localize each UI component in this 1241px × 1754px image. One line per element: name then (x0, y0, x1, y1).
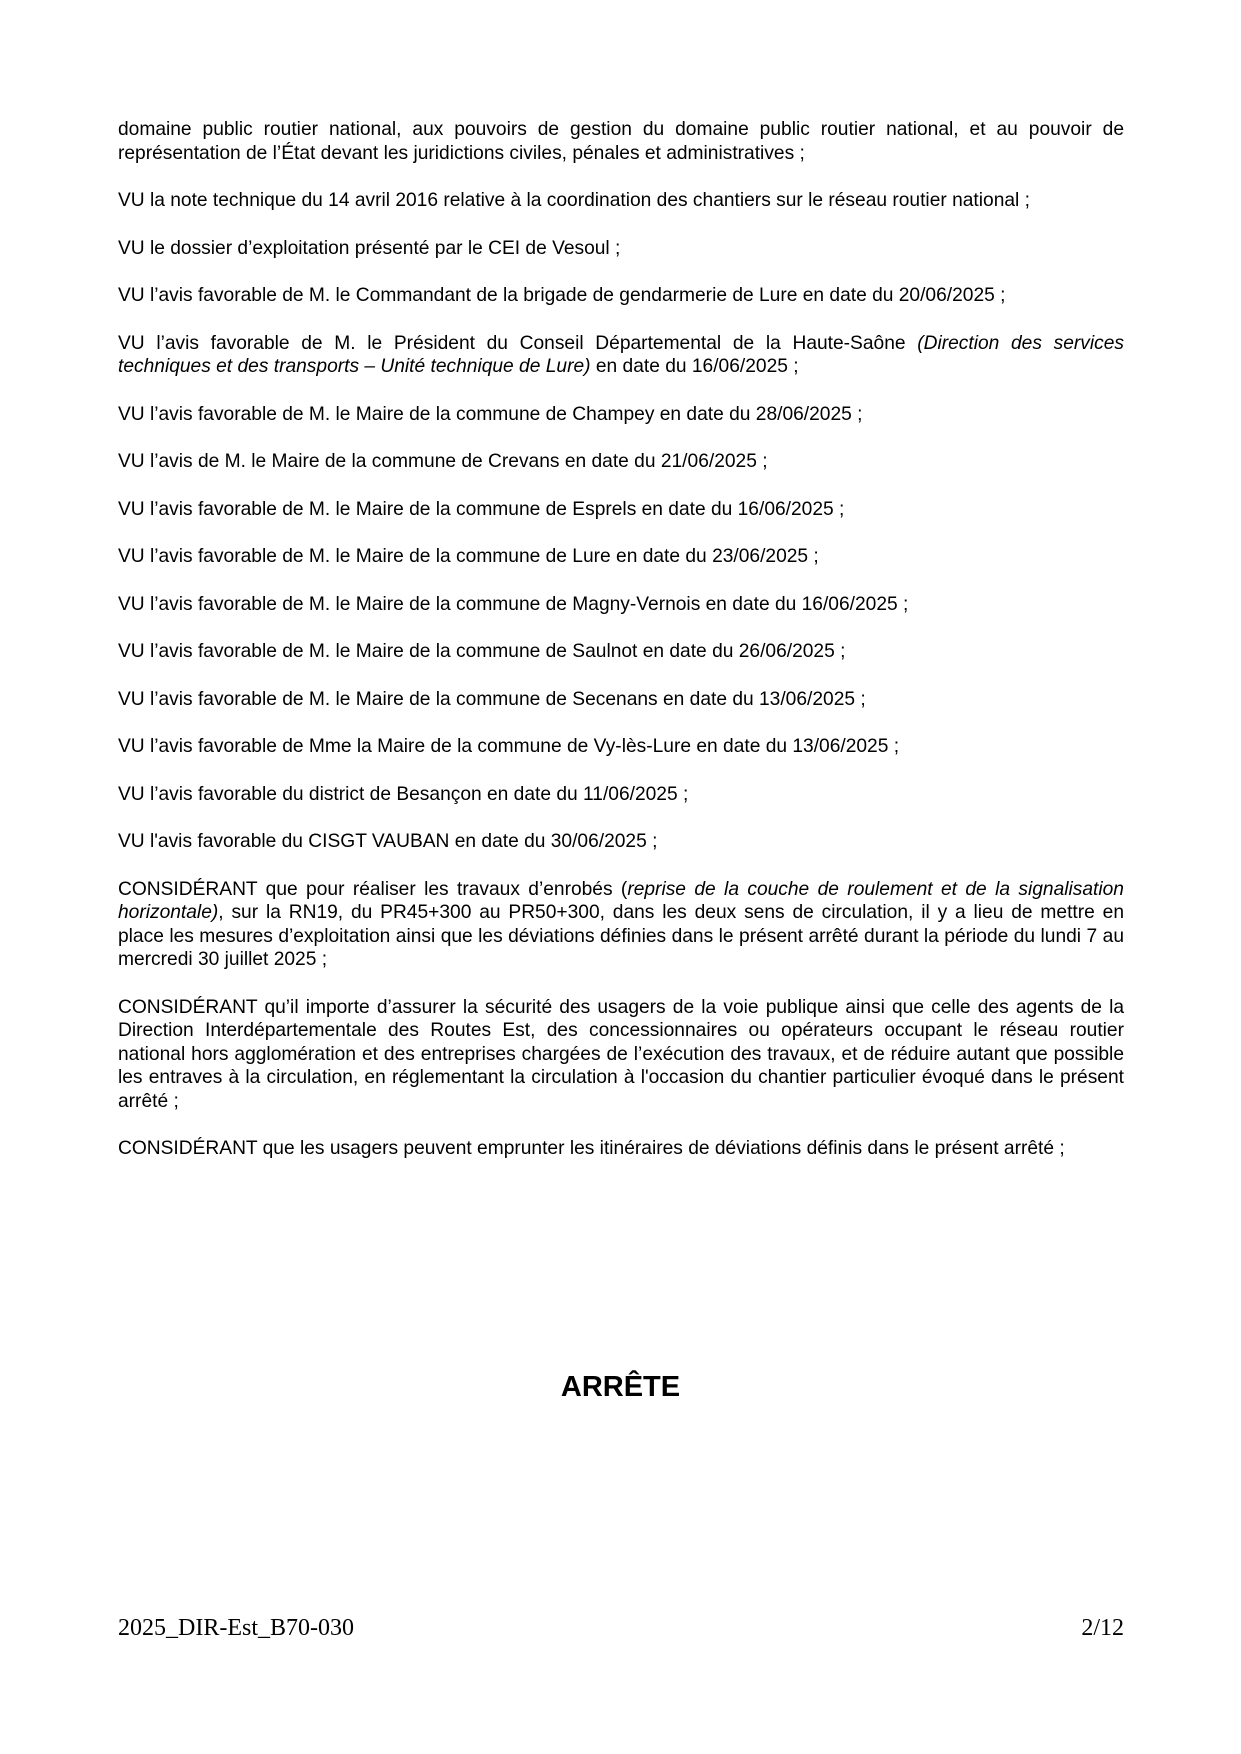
vu-avis-conseil-text-2: en date du 16/06/2025 ; (590, 356, 799, 377)
considerant-travaux-text-1: CONSIDÉRANT que pour réaliser les travaux d’enrobés ( (118, 878, 628, 900)
vu-avis-conseil-italic: (Direction des services techniques et des transports – Unité technique de Lure) (118, 332, 1124, 377)
vu-avis-secenans: VU l’avis favorable de M. le Maire de la commune de Secenans en date du 13/06/2025 ; (118, 688, 866, 710)
paragraph-domaine-public: domaine public routier national, aux pouvoirs de gestion du domaine public routier national, et au pouvoir de représentation de l’État devant les juridictions civiles, pénales et administratives ; (118, 119, 1124, 164)
vu-avis-gendarmerie: VU l’avis favorable de M. le Commandant de la brigade de gendarmerie de Lure en date du 20/06/2025 ; (118, 285, 1006, 306)
considerant-securite: CONSIDÉRANT qu’il importe d’assurer la sécurité des usagers de la voie publique ainsi que celle des agents de la Direction Interdépartementale des Routes Est, des concessionnaires ou opérateurs occupant le réseau routier national hors agglomération et des entreprises chargées de l’exécution des travaux, et de réduire autant que possible les entraves à la circulation, en réglementant la circulation à l'occasion du chantier particulier évoqué dans le présent arrêté ; (118, 996, 1124, 1112)
considerant-travaux (118, 878, 1124, 972)
vu-avis-conseil-departemental (118, 332, 1124, 379)
vu-avis-esprels: VU l’avis favorable de M. le Maire de la commune de Esprels en date du 16/06/2025 ; (118, 498, 845, 520)
vu-avis-champey: VU l’avis favorable de M. le Maire de la commune de Champey en date du 28/06/2025 ; (118, 403, 863, 425)
vu-avis-vy-les-lure: VU l’avis favorable de Mme la Maire de la commune de Vy-lès-Lure en date du 13/06/2025 ; (118, 736, 900, 757)
vu-note-technique: VU la note technique du 14 avril 2016 relative à la coordination des chantiers sur le réseau routier national ; (118, 190, 1030, 211)
vu-avis-district-besancon: VU l’avis favorable du district de Besançon en date du 11/06/2025 ; (118, 783, 689, 805)
considerant-deviations: CONSIDÉRANT que les usagers peuvent emprunter les itinéraires de déviations définis dans le présent arrêté ; (118, 1138, 1065, 1159)
arrete-title: ARRÊTE (560, 1371, 681, 1403)
document-body (118, 118, 1124, 1185)
considerant-travaux-italic: reprise de la couche de roulement et de la signalisation horizontale) (118, 878, 1124, 923)
considerant-travaux-text-2: , sur la RN19, du PR45+300 au PR50+300, dans les deux sens de circulation, il y a lieu de mettre en place les mesures d’exploitation ainsi que les déviations définies dans le présent arrêté durant la période du lundi 7 au mercredi 30 juillet 2025 ; (118, 902, 1124, 970)
page-number: 2/12 (1081, 1615, 1124, 1641)
vu-avis-saulnot: VU l’avis favorable de M. le Maire de la commune de Saulnot en date du 26/06/2025 ; (118, 641, 846, 662)
vu-avis-cisgt-vauban: VU l'avis favorable du CISGT VAUBAN en date du 30/06/2025 ; (118, 831, 658, 852)
vu-avis-crevans: VU l’avis de M. le Maire de la commune de Crevans en date du 21/06/2025 ; (118, 451, 768, 472)
vu-dossier-exploitation: VU le dossier d’exploitation présenté par le CEI de Vesoul ; (118, 237, 621, 259)
vu-avis-conseil-text-1: VU l’avis favorable de M. le Président du Conseil Départemental de la Haute-Saône (118, 332, 918, 354)
vu-avis-lure: VU l’avis favorable de M. le Maire de la commune de Lure en date du 23/06/2025 ; (118, 546, 819, 567)
vu-avis-magny-vernois: VU l’avis favorable de M. le Maire de la commune de Magny-Vernois en date du 16/06/2025 ; (118, 593, 909, 615)
document-reference: 2025_DIR-Est_B70-030 (118, 1615, 354, 1641)
